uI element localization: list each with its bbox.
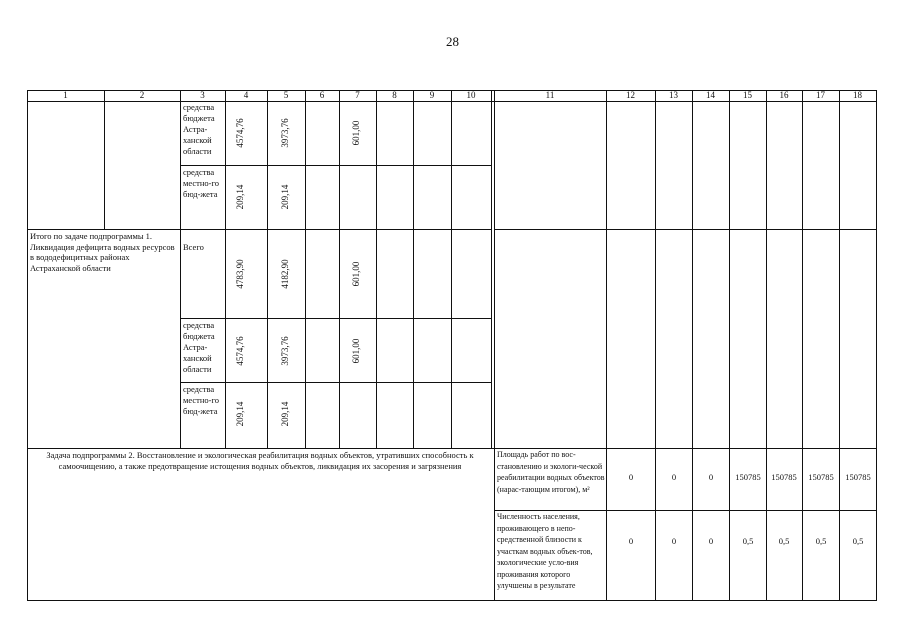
- value-col5: 3973,76: [280, 118, 290, 148]
- value-col7: 601,00: [351, 120, 361, 146]
- col-header-1: 1: [63, 90, 68, 100]
- ind1-col13: 0: [671, 472, 677, 482]
- ind2-col15: 0,5: [742, 536, 754, 546]
- total-title: Итого по задаче подпрограммы 1. Ликвидация дефицита водных ресурсов в вододефицитных районах Астраханской области: [30, 231, 175, 273]
- col-header-16: 16: [779, 90, 789, 100]
- col-header-8: 8: [392, 90, 397, 100]
- col-header-2: 2: [139, 90, 145, 100]
- col-header-3: 3: [200, 90, 205, 100]
- col-header-12: 12: [626, 90, 635, 100]
- col-header-15: 15: [743, 90, 752, 100]
- value-col5: 209,14: [280, 184, 290, 210]
- value-col4: 209,14: [235, 401, 245, 427]
- indicator-area: Площадь работ по вос-становлению и экологи-ческой реабилитации водных объектов (нарас-тающим итогом), м²: [497, 450, 605, 494]
- ind1-col17: 150785: [808, 472, 834, 482]
- value-col4: 4574,76: [235, 118, 245, 148]
- ind1-col15: 150785: [735, 472, 761, 482]
- col-header-14: 14: [706, 90, 715, 100]
- ind1-col14: 0: [708, 472, 714, 482]
- page-number: 28: [446, 34, 459, 49]
- col-header-13: 13: [669, 90, 678, 100]
- source-label: Всего: [183, 242, 204, 252]
- value-col7: 601,00: [351, 261, 361, 287]
- col-header-18: 18: [853, 90, 862, 100]
- col-header-17: 17: [816, 90, 825, 100]
- value-col4: 4783,90: [235, 259, 245, 289]
- col-header-6: 6: [319, 90, 325, 100]
- ind2-col16: 0,5: [778, 536, 790, 546]
- ind1-col18: 150785: [845, 472, 871, 482]
- ind2-col14: 0: [708, 536, 714, 546]
- ind2-col13: 0: [671, 536, 677, 546]
- col-header-4: 4: [243, 90, 249, 100]
- value-col4: 209,14: [235, 184, 245, 210]
- ind1-col16: 150785: [771, 472, 797, 482]
- col-header-11: 11: [545, 90, 555, 100]
- source-label: средства бюджета Астра-ханской области: [183, 320, 215, 374]
- ind1-col12: 0: [628, 472, 634, 482]
- col-header-9: 9: [429, 90, 435, 100]
- value-col4: 4574,76: [235, 336, 245, 366]
- task2-title: Задача подпрограммы 2. Восстановление и экологическая реабилитация водных объектов, утративших способность к самоочищению, а также предотвращение истощения водных объектов, ликвидация их засорения и загрязнения: [46, 450, 474, 471]
- source-label: средства местно-го бюд-жета: [183, 167, 220, 199]
- source-label: средства местно-го бюд-жета: [183, 384, 220, 416]
- value-col5: 209,14: [280, 401, 290, 427]
- col-header-5: 5: [283, 90, 289, 100]
- ind2-col18: 0,5: [852, 536, 864, 546]
- ind2-col17: 0,5: [815, 536, 827, 546]
- value-col7: 601,00: [351, 338, 361, 364]
- col-header-7: 7: [355, 90, 360, 100]
- source-label: средства бюджета Астра-ханской области: [183, 102, 215, 156]
- col-header-10: 10: [466, 90, 476, 100]
- indicator-population: Численность населения, проживающего в непо-средственной близости к участкам водных объек-тов, экологические усло-вия проживания которого улучшены в результате: [497, 512, 593, 590]
- value-col5: 3973,76: [280, 336, 290, 366]
- value-col5: 4182,90: [280, 259, 290, 289]
- ind2-col12: 0: [628, 536, 634, 546]
